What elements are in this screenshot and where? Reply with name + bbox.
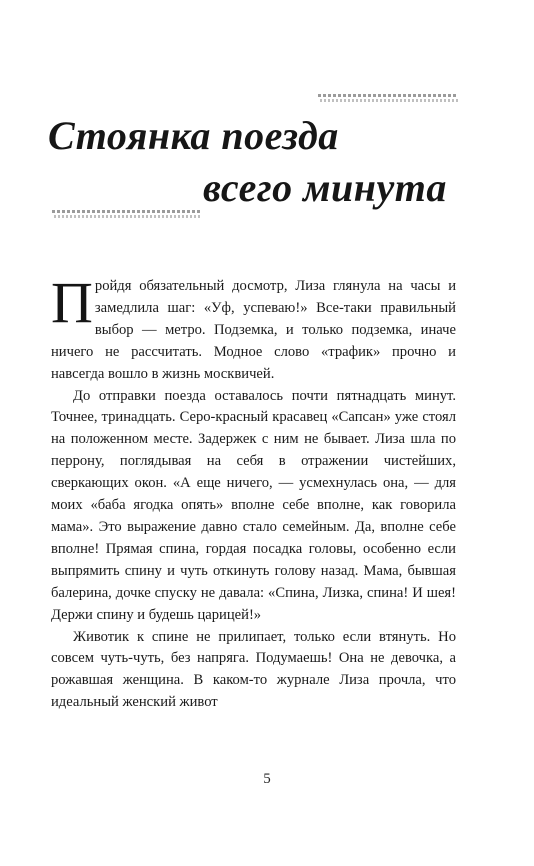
paragraph-1 [51, 270, 456, 386]
ornament-top [318, 91, 458, 105]
drop-cap: П [51, 270, 93, 335]
ornament-bottom [52, 207, 200, 221]
chapter-title-line-2: всего минута [203, 165, 447, 210]
chapter-title-line-1: Стоянка поезда [48, 113, 339, 158]
paragraph-1-text: ройдя обязательный досмотр, Лиза глянула на часы и замедлила шаг: «Уф, успеваю!» Все-таки правильный выбор — метро. Подземка, и только подземка, иначе ничего не рассчитать. Модное слово «трафик» прочно и навсегда вошло в жизнь москвичей. [51, 278, 456, 382]
paragraph-3: Животик к спине не прилипает, только если втянуть. Но совсем чуть-чуть, без напряга. Подумаешь! Она не девочка, а рожавшая женщина. В каком-то журнале Лиза прочла, что идеальный женский живот [51, 628, 456, 711]
body-text [51, 270, 456, 714]
page-number: 5 [263, 771, 271, 787]
paragraph-2: До отправки поезда оставалось почти пятнадцать минут. Точнее, тринадцать. Серо-красный красавец «Сапсан» уже стоял на положенном месте. Задержек с ним не бывает. Лиза шла по перрону, поглядывая на себя в отражении чистейших, сверкающих окон. «А еще ничего, — усмехнулась она, — для моих «баба ягодка опять» вполне себе вполне, как говорила мама». Это выражение давно стало семейным. Да, вполне себе вполне! Прямая спина, гордая посадка головы, особенно если выпрямить спину и чуть откинуть голову назад. Мама, бывшая балерина, дочке спуску не давала: «Спина, Лизка, спина! И шея! Держи спину и будешь царицей!» [51, 387, 456, 623]
